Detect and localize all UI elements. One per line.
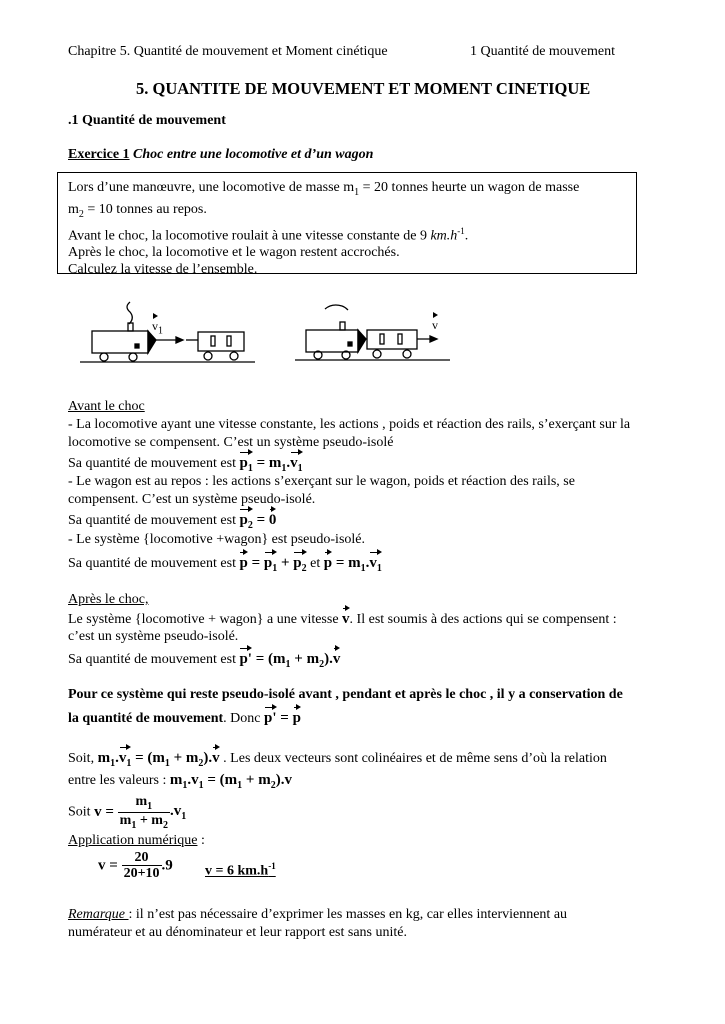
smoke-before [127,302,132,324]
apres-heading: Après le choc, [68,592,149,607]
section-heading: .1 Quantité de mouvement [68,113,226,128]
apres-line1: Le système {locomotive + wagon} a une vitesse v. Il est soumis à des actions qui se compensent : [68,611,617,627]
application-result: v = 6 $km.h^{-1}$ [205,861,276,879]
application-formula: v = $\frac{20}{20+10}$ .9 [98,850,173,882]
wagon-before [198,332,244,351]
train-collision-figure [80,292,460,372]
soit-formula: Soit v = $\frac{m_1}{m_1 + m_2}$ $.v_1$ [68,794,187,831]
statement-text: Lors d’une manœuvre, une locomotive de masse $m_1 = 20$ tonnes heurte un wagon de masse $m_2 = 10$ tonnes au repos. Avant le choc, la locomotive roulait à une vitesse constante de 9 $km.h^{-1}$. Après le choc, la locomotive et le wagon restent accrochés. Calculez la vitesse de l’ensemble. [68,180,580,278]
remarque: Remarque : il n’est pas nécessaire d’exprimer les masses en kg, car elles interviennent au numérateur et au dénominateur et leur rapport est sans unité. [68,907,568,940]
p-prime-line: Sa quantité de mouvement est $p' = (m_1 + m_2).v$ [68,651,341,670]
v-label: v [432,318,438,332]
conclusion-line1: Pour ce système qui reste pseudo-isolé avant , pendant et après le choc , il y a conservation de [68,687,623,702]
p2-line: Sa quantité de mouvement est $p_2 = 0$ [68,512,277,531]
header-chapter: Chapitre 5. Quantité de mouvement et Moment cinétique [68,44,388,59]
exercise-title: Choc entre une locomotive et d’un wagon [129,147,374,162]
application-heading: Application numérique : [68,833,205,848]
chimney-after [340,322,345,330]
wagon-text: - Le wagon est au repos : les actions s’exerçant sur le wagon, poids et réaction des rails, se compensent. C’est un système pseudo-isolé. [68,474,575,507]
locomotive-before [92,331,148,353]
avant-section: Avant le choc - La locomotive ayant une vitesse constante, les actions , poids et réaction des rails, s’exerçant sur la locomotive se compensent. C’est un système pseudo-isolé [68,399,631,450]
apres-line2: c’est un système pseudo-isolé. [68,629,239,644]
exercise-label: Exercice 1 [68,147,130,162]
smoke-after [325,305,348,310]
chimney-before [128,323,133,331]
soit-line2: entre les valeurs : $m_1.v_1 = (m_1 + m_2).v$ [68,772,292,791]
locomotive-after [306,330,358,352]
soit-line1: Soit, $m_1.v_1 = (m_1 + m_2).v$ . Les deux vecteurs sont colinéaires et de même sens d’où la relation [68,750,607,769]
v1-label: $v_1$ [152,319,163,337]
system-text: - Le système {locomotive +wagon} est pseudo-isolé. [68,532,365,547]
p1-line: Sa quantité de mouvement est $p_1 = m_1.v_1$ [68,455,303,474]
p-line: Sa quantité de mouvement est $p = p_1 + p_2$ et $p = m_1.v_1$ [68,555,382,574]
exercise-heading [68,147,373,163]
conclusion-line2: la quantité de mouvement. Donc p' = p [68,710,301,726]
page-title: 5. QUANTITE DE MOUVEMENT ET MOMENT CINETIQUE [136,79,591,98]
header-section: 1 Quantité de mouvement [470,44,616,59]
wagon-after [367,330,417,349]
